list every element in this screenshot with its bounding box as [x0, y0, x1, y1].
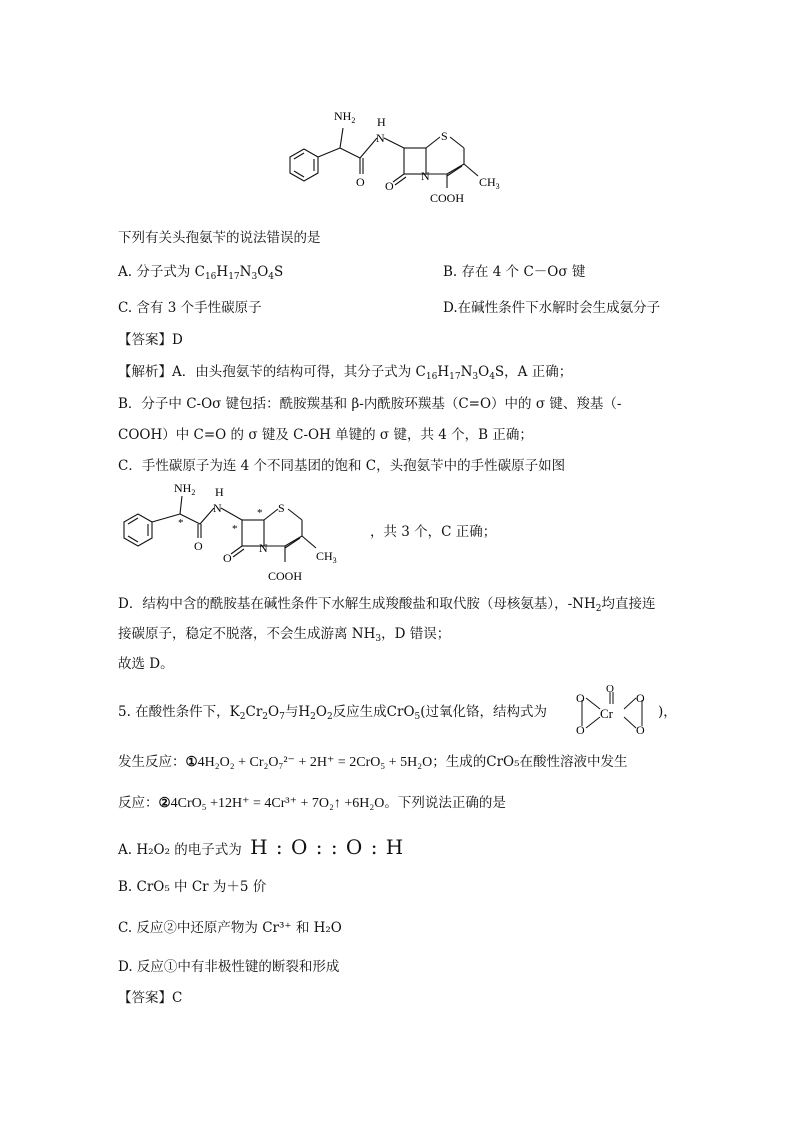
svg-text:N: N — [213, 501, 222, 515]
option-c: C. 含有 3 个手性碳原子 — [118, 300, 262, 316]
nh2-label: $NH_2$ — [334, 109, 356, 125]
cephalexin-structure — [280, 100, 520, 220]
chiral-star: * — [232, 523, 238, 535]
svg-text:N: N — [421, 169, 430, 183]
chiral-structure — [118, 478, 358, 590]
option-d: D.在碱性条件下水解时会生成氨分子 — [443, 300, 661, 316]
svg-text:O: O — [356, 175, 365, 189]
q5-option-d: D. 反应①中有非极性键的断裂和形成 — [118, 959, 340, 975]
svg-text:O: O — [223, 551, 232, 565]
svg-text:O: O — [606, 683, 614, 695]
svg-text:O: O — [576, 691, 585, 705]
svg-text:COOH: COOH — [430, 191, 465, 205]
q5-option-b: B. CrO₅ 中 Cr 为＋5 价 — [118, 879, 267, 895]
explanation-d1: D．结构中含的酰胺基在碱性条件下水解生成羧酸盐和取代胺（母核氨基），$-NH_2$均直接连 — [118, 596, 656, 614]
q5-line2: 发生反应：①4H₂O₂ + Cr₂O₇²⁻ + 2H⁺ = 2CrO₅ + 5H₂O；生成的CrO₅在酸性溶液中发生 — [118, 754, 628, 770]
chiral-star: * — [257, 507, 263, 519]
answer-1: 【答案】D — [118, 332, 183, 348]
svg-text:S: S — [441, 129, 448, 143]
svg-text:S: S — [278, 501, 285, 515]
svg-text:O: O — [636, 691, 645, 705]
explanation-a: 【解析】A．由头孢氨苄的结构可得，其分子式为 $C_{16}H_{17}N_3O_4S$，A 正确； — [118, 364, 573, 382]
explanation-c1: C．手性碳原子为连 4 个不同基团的饱和 C，头孢氨苄中的手性碳原子如图 — [118, 458, 566, 474]
svg-text:NH2: $NH_2$ — [174, 481, 196, 497]
option-b: B. 存在 4 个 C－Oσ 键 — [443, 264, 586, 280]
q5-option-c: C. 反应②中还原产物为 Cr³⁺ 和 H₂O — [118, 920, 342, 936]
cro5-structure — [572, 682, 656, 742]
q5-option-a: A. H₂O₂ 的电子式为 H : O : : O : H — [118, 835, 405, 859]
svg-text:COOH: COOH — [268, 569, 303, 583]
svg-text:H: H — [215, 485, 224, 499]
svg-text:N: N — [259, 541, 268, 555]
svg-text:Cr: Cr — [600, 706, 613, 721]
option-a: A. 分子式为 $C_{16}H_{17}N_3O_4S$ — [118, 264, 284, 282]
svg-text:CH3: $CH_3$ — [316, 549, 337, 565]
conclusion: 故选 D。 — [118, 656, 174, 672]
answer-2: 【答案】C — [118, 990, 183, 1006]
svg-text:O: O — [194, 539, 203, 553]
explanation-c2: ，共 3 个，C 正确； — [370, 524, 497, 540]
svg-text:O: O — [636, 723, 645, 737]
svg-text:O: O — [576, 723, 585, 737]
explanation-b2: COOH）中 C=O 的 σ 键及 C-OH 单键的 σ 键，共 4 个，B 正确； — [118, 427, 533, 443]
electron-formula: H : O : : O : H — [250, 835, 405, 859]
svg-text:H: H — [377, 115, 386, 129]
explanation-b1: B．分子中 C-Oσ 键包括：酰胺羰基和 β-内酰胺环羰基（C=O）中的 σ 键、羧基（- — [118, 396, 622, 412]
q5-line3: 反应：②4CrO₅ +12H⁺ = 4Cr³⁺ + 7O₂↑ +6H₂O。下列说法正确的是 — [118, 795, 506, 811]
q5-line1-close: )， — [658, 704, 677, 720]
svg-text:O: O — [385, 179, 394, 193]
svg-text:CH3: $CH_3$ — [479, 175, 500, 191]
chiral-star: * — [178, 517, 184, 529]
question-text: 下列有关头孢氨苄的说法错误的是 — [118, 230, 321, 246]
explanation-d2: 接碳原子，稳定不脱落，不会生成游离 $NH_3$，D 错误； — [118, 626, 451, 644]
svg-text:N: N — [376, 131, 385, 145]
q5-line1: 5. 在酸性条件下，$K_2Cr_2O_7$与$H_2O_2$反应生成CrO$_5$(过氧化铬，结构式为 — [118, 704, 548, 722]
